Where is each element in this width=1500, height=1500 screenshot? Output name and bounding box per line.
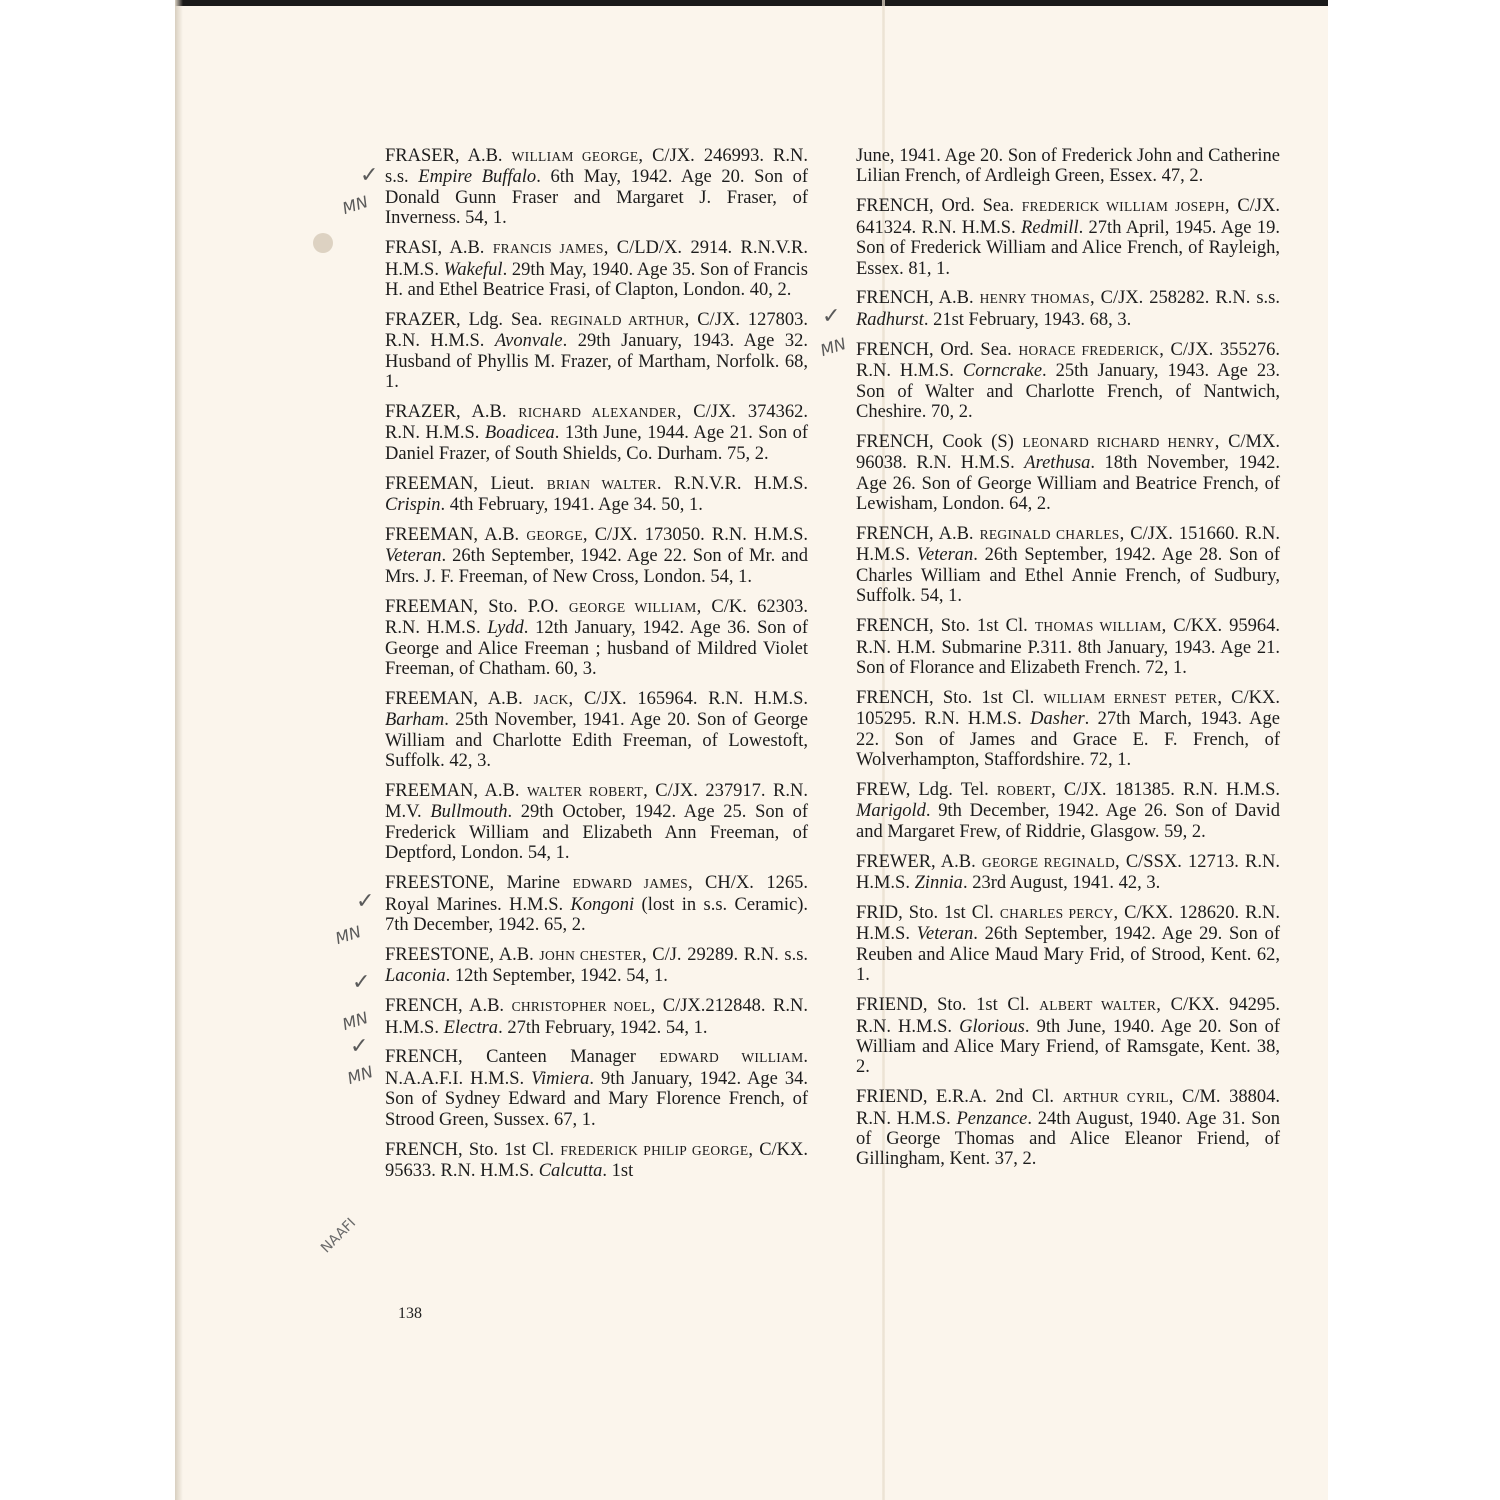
roll-entry: FREEMAN, A.B. JACK, C/JX. 165964. R.N. H.M.S. Barham. 25th November, 1941. Age 20. Son of George William and Charlotte Edith Freeman, of Lowestoft, Suffolk. 42, 3. (385, 688, 809, 772)
roll-entry: FREEMAN, A.B. GEORGE, C/JX. 173050. R.N. H.M.S. Veteran. 26th September, 1942. Age 22. Son of Mr. and Mrs. J. F. Freeman, of New Cross, London. 54, 1. (385, 525, 809, 587)
entry-details-continued: . 1st (602, 1160, 634, 1181)
roll-entry: FRIEND, E.R.A. 2nd Cl. ARTHUR CYRIL, C/M. 38804. R.N. H.M.S. Penzance. 24th August, 1940. Age 31. Son of George Thomas and Alice Eleanor Friend, of Gillingham, Kent. 37, 2. (856, 1087, 1281, 1170)
entry-given-names: RICHARD ALEXANDER (518, 404, 677, 420)
entry-ship-name: Veteran (916, 924, 974, 945)
entry-details-continued: . 13th June, 1944. Age 21. Son of Daniel Frazer, of South Shields, Co. Durham. 75, 2. (385, 423, 808, 464)
entry-details-continued: . 6th May, 1942. Age 20. Son of Donald Gunn Fraser and Margaret J. Fraser, of Inverness. 54, 1. (385, 167, 808, 229)
roll-entry: FREEMAN, Sto. P.O. GEORGE WILLIAM, C/K. 62303. R.N. H.M.S. Lydd. 12th January, 1942. Age 36. Son of George and Alice Freeman ; husband of Mildred Violet Freeman, of Chatham. 60, 3. (385, 596, 808, 679)
entry-given-names: ARTHUR CYRIL (1062, 1090, 1169, 1106)
entry-details: , C/KX. 105295. R.N. H.M.S. (856, 687, 1280, 730)
entry-continuation: June, 1941. Age 20. Son of Frederick John and Catherine Lilian French, of Ardleigh Green, Essex. 47, 2. (856, 146, 1280, 187)
entry-details: , C/JX. 258282. R.N. s.s. (1089, 288, 1281, 309)
entry-ship-name: Veteran (385, 546, 442, 567)
entry-rank: Ldg. Tel. (918, 779, 989, 800)
entry-ship-name: Corncrake (962, 361, 1043, 382)
entry-ship-name: Glorious (959, 1016, 1025, 1037)
roll-entry: FRASI, A.B. FRANCIS JAMES, C/LD/X. 2914. R.N.V.R. H.M.S. Wakeful. 29th May, 1940. Age 35. Son of Francis H. and Ethel Beatrice Frasi, of Clapton, London. 40, 2. (385, 238, 809, 300)
entry-surname: FRENCH (856, 339, 929, 360)
entry-surname: FREESTONE (385, 944, 490, 965)
entry-details: , CH/X. 1265. Royal Marines. H.M.S. (385, 873, 809, 915)
entry-rank: A.B. (487, 688, 523, 709)
entry-given-names: JOHN CHESTER (539, 947, 642, 963)
entry-details-continued: . 9th January, 1942. Age 34. Son of Sydney Edward and Mary Florence French, of Strood Green, Sussex. 67, 1. (385, 1068, 808, 1130)
entry-rank: Sto. 1st Cl. (940, 616, 1028, 637)
entry-details: , C/SSX. 12713. R.N. H.M.S. (856, 851, 1280, 894)
handwritten-tick: ✓ (350, 1034, 369, 1059)
entry-rank: Sto. 1st Cl. (468, 1139, 555, 1160)
entry-details-continued: . 26th September, 1942. Age 29. Son of Reuben and Alice Maud Mary Frid, of Strood, Kent. 62, 1. (856, 924, 1280, 986)
entry-given-names: WILLIAM GEORGE (511, 149, 639, 164)
entry-given-names: WILLIAM ERNEST PETER (1043, 690, 1218, 706)
entry-rank: Marine (506, 873, 561, 894)
entry-given-names: REGINALD CHARLES (979, 527, 1120, 542)
entry-details: , C/KX. 95964. R.N. H.M. Submarine P.311. 8th January, 1943. Age 21. Son of Florance and Elizabeth French. 72, 1. (856, 616, 1281, 678)
entry-given-names: EDWARD JAMES (572, 876, 688, 892)
entry-rank: A.B. (498, 944, 534, 965)
entry-ship-name: Avonvale (494, 331, 563, 352)
entry-rank: A.B. (469, 996, 505, 1017)
entry-ship-name: Penzance (956, 1108, 1028, 1129)
entry-details-continued: . 12th September, 1942. 54, 1. (445, 966, 668, 987)
roll-entry: FREESTONE, A.B. JOHN CHESTER, C/J. 29289. R.N. s.s. Laconia. 12th September, 1942. 54, 1. (385, 944, 809, 987)
handwritten-mn: MN (818, 334, 849, 361)
entry-surname: FRIEND (856, 1087, 923, 1108)
entry-ship-name: Kongoni (570, 894, 635, 915)
entry-details: , C/JX. 355276. R.N. H.M.S. (856, 339, 1281, 382)
entry-surname: FRENCH (856, 524, 929, 544)
entry-given-names: GEORGE (526, 528, 583, 543)
roll-entry: FRENCH, Ord. Sea. HORACE FREDERICK, C/JX. 355276. R.N. H.M.S. Corncrake. 25th January, 1943. Age 23. Son of Walter and Charlotte French, of Nantwich, Cheshire. 70, 2. (856, 339, 1281, 422)
entry-rank: A.B. (484, 780, 520, 801)
roll-entry: FREWER, A.B. GEORGE REGINALD, C/SSX. 12713. R.N. H.M.S. Zinnia. 23rd August, 1941. 42, 3. (856, 851, 1280, 894)
entry-rank: E.R.A. 2nd Cl. (936, 1087, 1054, 1108)
handwritten-tick: ✓ (356, 889, 375, 914)
roll-entry: FRID, Sto. 1st Cl. CHARLES PERCY, C/KX. 128620. R.N. H.M.S. Veteran. 26th September, 1942. Age 29. Son of Reuben and Alice Maud Mary Frid, of Strood, Kent. 62, 1. (856, 903, 1281, 986)
entry-surname: FREEMAN (385, 688, 474, 709)
roll-entry: FRENCH, Sto. 1st Cl. FREDERICK PHILIP GEORGE, C/KX. 95633. R.N. H.M.S. Calcutta. 1st (385, 1139, 809, 1181)
entry-surname: FRENCH (385, 996, 458, 1017)
entry-details: , C/KX. 128620. R.N. H.M.S. (856, 903, 1281, 945)
entry-details-continued: . 23rd August, 1941. 42, 3. (962, 873, 1161, 894)
entry-rank: Ord. Sea. (940, 339, 1012, 360)
entry-details-continued: . 29th May, 1940. Age 35. Son of Francis H. and Ethel Beatrice Frasi, of Clapton, London. 40, 2. (385, 259, 808, 300)
entry-given-names: EDWARD WILLIAM (659, 1050, 804, 1066)
entry-details-continued: . 25th November, 1941. Age 20. Son of George William and Charlotte Edith Freeman, of Lowestoft, Suffolk. 42, 3. (385, 710, 808, 772)
entry-details-continued: . 21st February, 1943. 68, 3. (923, 309, 1132, 330)
entry-given-names: GEORGE REGINALD (981, 854, 1116, 870)
entry-details: , C/JX. 173050. R.N. H.M.S. (582, 525, 809, 545)
entry-ship-name: Laconia (385, 966, 446, 987)
handwritten-tick: ✓ (822, 304, 841, 329)
entry-details-continued: . 27th March, 1943. Age 22. Son of James and Grace E. F. French, of Wolverhampton, Staffordshire. 72, 1. (856, 709, 1280, 771)
entry-rank: Sto. 1st Cl. (908, 903, 994, 923)
entry-surname: FRIEND (856, 995, 923, 1016)
entry-ship-name: Arethusa (1024, 453, 1091, 474)
entry-details-continued: . 26th September, 1942. Age 22. Son of Mr. and Mrs. J. F. Freeman, of New Cross, London. 54, 1. (385, 546, 808, 587)
roll-entry: FRENCH, A.B. REGINALD CHARLES, C/JX. 151660. R.N. H.M.S. Veteran. 26th September, 1942. Age 28. Son of Charles William and Ethel Annie French, of Sudbury, Suffolk. 54, 1. (856, 524, 1280, 607)
entry-given-names: ALBERT WALTER (1039, 998, 1157, 1014)
entry-surname: FRENCH (856, 616, 929, 637)
entry-details-continued: . 9th December, 1942. Age 26. Son of David and Margaret Frew, of Riddrie, Glasgow. 59, 2. (856, 801, 1280, 842)
handwritten-mn: MN (333, 922, 364, 949)
entry-surname: FRENCH (856, 431, 929, 452)
entry-given-names: BRIAN WALTER (546, 476, 657, 492)
entry-details-continued: . 18th November, 1942. Age 26. Son of George William and Beatrice French, of Lewisham, London. 64, 2. (856, 453, 1280, 515)
roll-entry: FRENCH, Sto. 1st Cl. THOMAS WILLIAM, C/KX. 95964. R.N. H.M. Submarine P.311. 8th January, 1943. Age 21. Son of Florance and Elizabeth French. 72, 1. (856, 616, 1281, 678)
entry-rank: Sto. P.O. (488, 596, 559, 617)
entry-details: , C/JX. 374362. R.N. H.M.S. (385, 401, 809, 444)
entry-details-continued: . 4th February, 1941. Age 34. 50, 1. (440, 495, 703, 516)
roll-entry: FRENCH, A.B. HENRY THOMAS, C/JX. 258282. R.N. s.s. Radhurst. 21st February, 1943. 68, 3. (856, 288, 1281, 330)
entry-details: . R.N.V.R. H.M.S. (656, 473, 808, 494)
entry-given-names: LEONARD RICHARD HENRY (1022, 434, 1215, 450)
roll-entry: FREW, Ldg. Tel. ROBERT, C/JX. 181385. R.N. H.M.S. Marigold. 9th December, 1942. Age 26. Son of David and Margaret Frew, of Riddrie, Glasgow. 59, 2. (856, 779, 1281, 842)
entry-surname: FRAZER (385, 401, 456, 422)
entry-rank: A.B. (938, 524, 974, 544)
entry-details-continued: . 29th January, 1943. Age 32. Husband of Phyllis M. Frazer, of Martham, Norfolk. 68, 1. (385, 331, 808, 393)
entry-details: , C/JX.212848. R.N. H.M.S. (385, 996, 808, 1038)
entry-ship-name: Barham (385, 710, 445, 731)
entry-details: , C/JX. 127803. R.N. H.M.S. (385, 309, 809, 352)
roll-entry: FRASER, A.B. WILLIAM GEORGE, C/JX. 246993. R.N. s.s. Empire Buffalo. 6th May, 1942. Age 20. Son of Donald Gunn Fraser and Margaret J. Fraser, of Inverness. 54, 1. (385, 146, 808, 229)
entry-ship-name: Veteran (916, 545, 974, 566)
entry-surname: FRENCH (856, 196, 929, 217)
entry-ship-name: Electra (443, 1017, 499, 1038)
entry-details-continued: . 25th January, 1943. Age 23. Son of Walter and Charlotte French, of Nantwich, Cheshire. 70, 2. (856, 361, 1280, 422)
entry-details: , C/MX. 96038. R.N. H.M.S. (856, 431, 1280, 474)
entry-ship-name: Zinnia (914, 873, 963, 894)
entry-given-names: HENRY THOMAS (979, 291, 1090, 307)
entry-surname: FRENCH (856, 288, 929, 309)
entry-ship-name: Crispin (385, 495, 441, 516)
handwritten-tick: ✓ (360, 163, 379, 188)
entry-ship-name: Redmill (1021, 217, 1079, 238)
handwritten-tick: ✓ (352, 970, 371, 995)
entry-surname: FREW (856, 779, 906, 800)
roll-entry: FREEMAN, A.B. WALTER ROBERT, C/JX. 237917. R.N. M.V. Bullmouth. 29th October, 1942. Age 25. Son of Frederick William and Elizabeth Ann Freeman, of Deptford, London. 54, 1. (385, 780, 809, 864)
entry-details: , C/LD/X. 2914. R.N.V.R. H.M.S. (385, 238, 809, 280)
entry-surname: FRASI (385, 238, 438, 259)
roll-entry: FRENCH, Cook (S) LEONARD RICHARD HENRY, C/MX. 96038. R.N. H.M.S. Arethusa. 18th November, 1942. Age 26. Son of George William and Beatrice French, of Lewisham, London. 64, 2. (856, 431, 1280, 515)
entry-details: , C/M. 38804. R.N. H.M.S. (856, 1087, 1281, 1129)
roll-entry: FRAZER, A.B. RICHARD ALEXANDER, C/JX. 374362. R.N. H.M.S. Boadicea. 13th June, 1944. Age 21. Son of Daniel Frazer, of South Shields, Co. Durham. 75, 2. (385, 401, 809, 464)
entry-ship-name: Wakeful (443, 259, 503, 280)
entry-ship-name: Marigold (856, 801, 926, 822)
entry-rank: A.B. (467, 146, 503, 166)
roll-entry (856, 146, 1280, 187)
entry-rank: Canteen Manager (486, 1047, 636, 1068)
entry-surname: FREEMAN (385, 473, 474, 494)
page-number: 138 (398, 1305, 422, 1322)
entry-rank: A.B. (938, 288, 974, 309)
roll-entry: FRAZER, Ldg. Sea. REGINALD ARTHUR, C/JX. 127803. R.N. H.M.S. Avonvale. 29th January, 1943. Age 32. Husband of Phyllis M. Frazer, of Martham, Norfolk. 68, 1. (385, 309, 809, 393)
entry-surname: FRASER (385, 146, 455, 166)
entry-details: , C/JX. 165964. R.N. H.M.S. (568, 688, 809, 709)
entry-given-names: ROBERT (996, 782, 1052, 798)
entry-surname: FREWER (856, 851, 932, 872)
entry-ship-name: Radhurst (856, 309, 924, 330)
entry-details: , C/K. 62303. R.N. H.M.S. (385, 596, 808, 639)
entry-given-names: FREDERICK PHILIP GEORGE (560, 1142, 749, 1158)
roll-entry: FRENCH, Sto. 1st Cl. WILLIAM ERNEST PETER, C/KX. 105295. R.N. H.M.S. Dasher. 27th March, 1943. Age 22. Son of James and Grace E. F. French, of Wolverhampton, Staffordshire. 72, 1. (856, 687, 1280, 771)
entry-rank: Sto. 1st Cl. (937, 995, 1030, 1016)
entry-rank: A.B. (940, 851, 976, 872)
entry-given-names: CHARLES PERCY (999, 906, 1114, 921)
entry-details: , C/J. 29289. R.N. s.s. (641, 944, 809, 965)
entry-details: , C/JX. 237917. R.N. M.V. (385, 780, 809, 823)
entry-details-continued: . 26th September, 1942. Age 28. Son of Charles William and Ethel Annie French, of Sudbury, Suffolk. 54, 1. (856, 545, 1280, 607)
page-edge-shadow (175, 0, 183, 1500)
entry-rank: Sto. 1st Cl. (942, 687, 1035, 708)
roll-entry: FREEMAN, Lieut. BRIAN WALTER. R.N.V.R. H.M.S. Crispin. 4th February, 1941. Age 34. 50, 1. (385, 473, 808, 516)
roll-entry: FRENCH, Ord. Sea. FREDERICK WILLIAM JOSEPH, C/JX. 641324. R.N. H.M.S. Redmill. 27th April, 1945. Age 19. Son of Frederick William and Alice French, of Rayleigh, Essex. 81, 1. (856, 196, 1280, 279)
entry-surname: FRAZER (385, 309, 456, 330)
entry-details: . N.A.A.F.I. H.M.S. (385, 1047, 809, 1089)
roll-entry: FRENCH, Canteen Manager EDWARD WILLIAM. N.A.A.F.I. H.M.S. Vimiera. 9th January, 1942. Age 34. Son of Sydney Edward and Mary Florence French, of Strood Green, Sussex. 67, 1. (385, 1047, 809, 1130)
entry-surname: FRID (856, 903, 899, 923)
entry-details: , C/JX. 151660. R.N. H.M.S. (856, 524, 1280, 566)
entry-ship-name: Calcutta (538, 1160, 603, 1181)
handwritten-mn: MN (340, 192, 371, 219)
entry-surname: FRENCH (385, 1139, 458, 1160)
entry-given-names: WALTER ROBERT (527, 783, 644, 799)
entry-ship-name: Dasher (1030, 709, 1085, 730)
left-column (385, 146, 808, 1191)
entry-surname: FREESTONE (385, 873, 490, 894)
entry-rank: Cook (S) (942, 431, 1014, 452)
entry-details-continued: . 27th April, 1945. Age 19. Son of Frederick William and Alice French, of Rayleigh, Essex. 81, 1. (856, 217, 1280, 279)
entry-details-continued: . 27th February, 1942. 54, 1. (498, 1017, 708, 1038)
entry-details-continued: . 9th June, 1940. Age 20. Son of William and Alice Mary Friend, of Ramsgate, Kent. 38, 2. (856, 1016, 1280, 1078)
entry-surname: FREEMAN (385, 525, 474, 545)
entry-given-names: REGINALD ARTHUR (550, 312, 685, 328)
roll-entry: FRENCH, A.B. CHRISTOPHER NOEL, C/JX.212848. R.N. H.M.S. Electra. 27th February, 1942. 54, 1. (385, 996, 808, 1038)
entry-ship-name: Lydd (487, 618, 524, 639)
roll-entry: FRIEND, Sto. 1st Cl. ALBERT WALTER, C/KX. 94295. R.N. H.M.S. Glorious. 9th June, 1940. Age 20. Son of William and Alice Mary Friend, of Ramsgate, Kent. 38, 2. (856, 995, 1280, 1078)
entry-ship-name: Bullmouth (430, 802, 508, 823)
entry-rank: A.B. (484, 525, 520, 545)
entry-surname: FRENCH (856, 687, 929, 708)
entry-given-names: HORACE FREDERICK (1018, 342, 1160, 358)
entry-details-continued: . 24th August, 1940. Age 31. Son of George Thomas and Alice Eleanor Friend, of Gillingham, Kent. 37, 2. (856, 1108, 1280, 1170)
entry-given-names: GEORGE WILLIAM (568, 599, 697, 615)
entry-given-names: THOMAS WILLIAM (1034, 619, 1162, 635)
entry-details: , C/JX. 181385. R.N. H.M.S. (1051, 779, 1281, 800)
entry-given-names: FREDERICK WILLIAM JOSEPH (1021, 199, 1225, 215)
roll-entry: FREESTONE, Marine EDWARD JAMES, CH/X. 1265. Royal Marines. H.M.S. Kongoni (lost in s.s. Ceramic). 7th December, 1942. 65, 2. (385, 873, 809, 935)
right-column (856, 146, 1280, 1179)
handwritten-mn: MN (345, 1062, 376, 1089)
entry-ship-name: Vimiera (531, 1068, 590, 1089)
entry-given-names: JACK (533, 691, 569, 707)
entry-ship-name: Empire Buffalo (418, 167, 537, 188)
entry-details: , C/KX. 94295. R.N. H.M.S. (856, 995, 1280, 1037)
entry-rank: Ldg. Sea. (468, 309, 543, 330)
entry-details-continued: . 12th January, 1942. Age 36. Son of George and Alice Freeman ; husband of Mildred Violet Freeman, of Chatham. 60, 3. (385, 618, 808, 679)
entry-details: , C/JX. 246993. R.N. s.s. (385, 146, 808, 188)
entry-surname: FRENCH (385, 1047, 458, 1068)
entry-rank: Lieut. (490, 473, 535, 494)
entry-given-names: CHRISTOPHER NOEL (511, 999, 651, 1015)
entry-details-continued: (lost in s.s. Ceramic). 7th December, 1942. 65, 2. (385, 894, 808, 935)
entry-details-continued: . 29th October, 1942. Age 25. Son of Frederick William and Elizabeth Ann Freeman, of Deptford, London. 54, 1. (385, 802, 808, 864)
entry-given-names: FRANCIS JAMES (492, 241, 604, 257)
entry-ship-name: Boadicea (484, 423, 555, 444)
handwritten-mn: MN (340, 1008, 371, 1035)
handwritten-naafi: NAAFI (318, 1215, 360, 1257)
entry-details: , C/JX. 641324. R.N. H.M.S. (856, 196, 1280, 238)
entry-rank: Ord. Sea. (941, 196, 1014, 217)
entry-rank: A.B. (471, 401, 507, 422)
paper-stain (313, 233, 333, 253)
entry-surname: FREEMAN (385, 596, 474, 617)
entry-surname: FREEMAN (385, 780, 474, 801)
entry-details: , C/KX. 95633. R.N. H.M.S. (385, 1139, 809, 1181)
entry-rank: A.B. (449, 238, 485, 259)
